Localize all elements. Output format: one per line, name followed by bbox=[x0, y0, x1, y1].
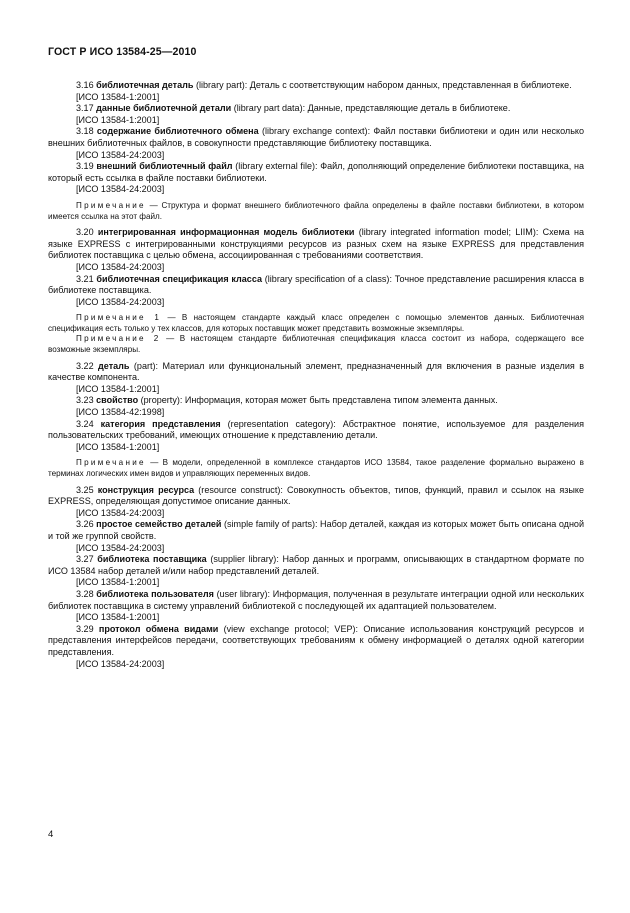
definition-3-25: 3.25 конструкция ресурса (resource construct): Совокупность объектов, типов, функций, правил и ссылок на языке EXPRESS, определяющая допустимое описание данных. bbox=[48, 484, 585, 507]
page-number: 4 bbox=[48, 829, 54, 840]
note: Примечание — В модели, определенной в комплексе стандартов ИСО 13584, такое разделение формально выражено в терминах логических имен видов и управляющих переменных видов. bbox=[48, 458, 584, 478]
reference: [ИСО 13584-24:2003] bbox=[76, 149, 165, 160]
term: протокол обмена видами bbox=[98, 623, 219, 634]
reference: [ИСО 13584-24:2003] bbox=[76, 542, 165, 553]
note: Примечание — Структура и формат внешнего библиотечного файла определены в файле поставки библиотеки, в котором имеется ссылка на этот файл. bbox=[48, 200, 584, 221]
term: библиотечная спецификация класса bbox=[96, 273, 262, 284]
reference: [ИСО 13584-1:2001] bbox=[76, 114, 160, 125]
term: деталь bbox=[98, 360, 130, 371]
definition-3-18: 3.18 содержание библиотечного обмена (library exchange context): Файл поставки библиотеки и один или несколько внешних библиотечных файлов, в совокупности представляющие библиотеку поставщика. bbox=[48, 126, 584, 148]
reference: [ИСО 13584-24:2003] bbox=[76, 184, 165, 195]
definition-3-19: 3.19 внешний библиотечный файл (library external file): Файл, дополняющий определение библиотеки поставщика, на который есть ссылка в файле поставки библиотеки. bbox=[48, 161, 585, 183]
reference: [ИСО 13584-1:2001] bbox=[76, 441, 160, 452]
definition-3-16: 3.16 библиотечная деталь (library part): Деталь с соответствующим набором данных, представленная в библиотеке. bbox=[76, 80, 572, 90]
note-2: Примечание 2 — В настоящем стандарте библиотечная спецификация класса состоит из набора, содержащего все возможные экземпляры. bbox=[48, 334, 584, 355]
reference: [ИСО 13584-24:2003] bbox=[76, 658, 165, 669]
term: простое семейство деталей bbox=[96, 519, 222, 530]
reference: [ИСО 13584-42:1998] bbox=[76, 407, 165, 418]
definition-3-20: 3.20 интегрированная информационная модель библиотеки (library integrated information model; LIIM): Схема на языке EXPRESS с интегрированными конструкциями ресурсов из разных схем на языке EXPRESS для представления библиотек поставщика с целью обмена, ассоциированная с требованиями соответствия. bbox=[48, 227, 585, 261]
term: свойство bbox=[96, 395, 139, 406]
term: конструкция ресурса bbox=[97, 484, 195, 495]
term: категория представления bbox=[100, 418, 221, 429]
term: внешний библиотечный файл bbox=[96, 161, 233, 172]
term: библиотека поставщика bbox=[97, 554, 207, 565]
definitions-list bbox=[48, 80, 584, 670]
reference: [ИСО 13584-1:2001] bbox=[76, 612, 160, 623]
reference: [ИСО 13584-1:2001] bbox=[76, 91, 160, 102]
term: библиотека пользователя bbox=[96, 588, 214, 599]
definition-3-26: 3.26 простое семейство деталей (simple family of parts): Набор деталей, каждая из которых может быть описана одной и той же группой свойств. bbox=[48, 519, 585, 541]
definition-3-22: 3.22 деталь (part): Материал или функциональный элемент, предназначенный для включения в разные изделия в качестве компонента. bbox=[48, 360, 585, 383]
definition-3-17: 3.17 данные библиотечной детали (library part data): Данные, представляющие деталь в библиотеке. bbox=[76, 103, 511, 114]
definition-3-23: 3.23 свойство (property): Информация, которая может быть представлена типом элемента данных. bbox=[76, 395, 498, 406]
term: интегрированная информационная модель библиотеки bbox=[97, 227, 355, 238]
definition-3-29: 3.29 протокол обмена видами (view exchange protocol; VEP): Описание использования конструкций ресурсов и представления интерфейсов передачи, соответствующих требованиям к обмену информацией о деталях одной категории представления. bbox=[48, 623, 585, 657]
term: библиотечная деталь bbox=[96, 80, 194, 90]
note-1: Примечание 1 — В настоящем стандарте каждый класс определен с помощью элементов данных. Библиотечная спецификация есть только у тех классов, для которых поставщик может представить возможные экземпляры. bbox=[48, 313, 584, 333]
definition-3-27: 3.27 библиотека поставщика (supplier library): Набор данных и программ, описывающих в стандартном формате по ИСО 13584 набор деталей и/или набор представлений деталей. bbox=[48, 554, 585, 576]
reference: [ИСО 13584-24:2003] bbox=[76, 296, 165, 307]
definition-3-28: 3.28 библиотека пользователя (user library): Информация, полученная в результате интеграции одной или нескольких библиотек поставщика в систему управлений библиотекой с последующей их адаптацией пользователем. bbox=[48, 588, 585, 611]
reference: [ИСО 13584-24:2003] bbox=[76, 507, 165, 518]
term: содержание библиотечного обмена bbox=[96, 126, 259, 137]
reference: [ИСО 13584-24:2003] bbox=[76, 261, 165, 272]
definition-3-21: 3.21 библиотечная спецификация класса (library specification of a class): Точное представление расширения класса в библиотеке поставщика. bbox=[48, 273, 584, 296]
term: данные библиотечной детали bbox=[96, 103, 232, 114]
reference: [ИСО 13584-1:2001] bbox=[76, 383, 160, 394]
definition-3-24: 3.24 категория представления (representation category): Абстрактное понятие, используемое для разделения пользовательских требований, имеющих отношение к представлению детали. bbox=[48, 418, 585, 441]
reference: [ИСО 13584-1:2001] bbox=[76, 577, 160, 588]
document-header: ГОСТ Р ИСО 13584-25—2010 bbox=[48, 46, 197, 58]
